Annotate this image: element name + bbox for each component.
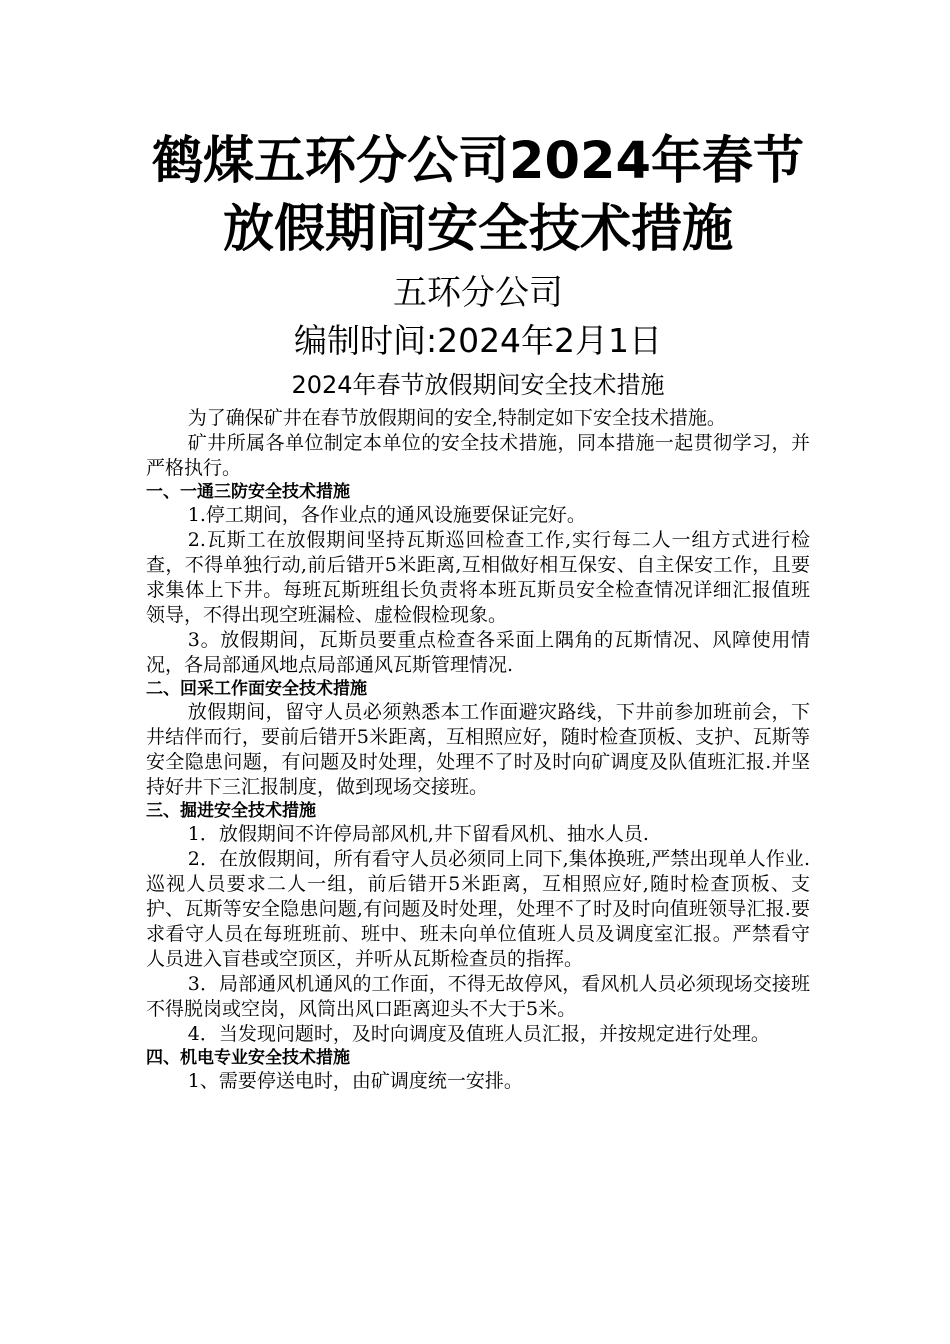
section-paragraph: 2.瓦斯工在放假期间坚持瓦斯巡回检查工作,实行每二人一组方式进行检查，不得单独行动,前后错开5米距离,互相做好相互保安、自主保安工作，且要求集体上下井。每班瓦斯班组长负责将本班瓦斯员安全检查情况详细汇报值班领导，不得出现空班漏检、虚检假检现象。 xyxy=(146,529,810,626)
section-heading: 一、一通三防安全技术措施 xyxy=(146,482,350,502)
section-ventilation xyxy=(146,481,810,678)
section-paragraph: 1.停工期间，各作业点的通风设施要保证完好。 xyxy=(187,504,586,526)
organization-name: 五环分公司 xyxy=(393,273,563,313)
intro-paragraph: 为了确保矿井在春节放假期间的安全,特制定如下安全技术措施。 xyxy=(187,407,726,429)
section-heading: 四、机电专业安全技术措施 xyxy=(146,1048,350,1068)
main-title-line-2: 放假期间安全技术措施 xyxy=(222,200,733,259)
document-page xyxy=(146,128,810,1094)
section-paragraph: 1、需要停送电时，由矿调度统一安排。 xyxy=(187,1070,523,1092)
section-heading: 三、掘进安全技术措施 xyxy=(146,801,316,821)
section-tunneling xyxy=(146,800,810,1047)
section-mining-face xyxy=(146,678,810,800)
section-paragraph: 1．放假期间不许停局部风机,井下留看风机、抽水人员. xyxy=(187,823,649,845)
section-paragraph: 4．当发现问题时，及时向调度及值班人员汇报，并按规定进行处理。 xyxy=(187,1023,770,1045)
main-title-line-1: 鹤煤五环分公司2024年春节 xyxy=(152,132,804,191)
section-paragraph: 2．在放假期间，所有看守人员必须同上同下,集体换班,严禁出现单人作业.巡视人员要求二人一组，前后错开5米距离，互相照应好,随时检查顶板、支护、瓦斯等安全隐患问题,有问题及时处理，处理不了时及时向值班领导汇报.要求看守人员在每班班前、班中、班未向单位值班人员及调度室汇报。严禁看守人员进入盲巷或空顶区，并听从瓦斯检查员的指挥。 xyxy=(146,848,810,970)
section-paragraph: 放假期间，留守人员必须熟悉本工作面避灾路线，下井前参加班前会，下井结伴而行，要前后错开5米距离，互相照应好，随时检查顶板、支护、瓦斯等安全隐患问题，有问题及时处理，处理不了时及时向矿调度及队值班汇报.并坚持好井下三汇报制度，做到现场交接班。 xyxy=(146,701,810,798)
section-heading: 二、回采工作面安全技术措施 xyxy=(146,679,367,699)
intro-paragraph: 矿井所属各单位制定本单位的安全技术措施，同本措施一起贯彻学习，并严格执行。 xyxy=(146,432,810,479)
section-electromechanical xyxy=(146,1047,810,1094)
section-paragraph: 3．局部通风机通风的工作面，不得无故停风，看风机人员必须现场交接班不得脱岗或空岗，风筒出风口距离迎头不大于5米。 xyxy=(146,973,810,1020)
compile-date: 编制时间:2024年2月1日 xyxy=(293,321,663,360)
section-paragraph: 3。放假期间，瓦斯员要重点检查各采面上隅角的瓦斯情况、风障使用情况，各局部通风地点局部通风瓦斯管理情况. xyxy=(146,629,810,676)
document-title: 2024年春节放假期间安全技术措施 xyxy=(291,371,665,399)
